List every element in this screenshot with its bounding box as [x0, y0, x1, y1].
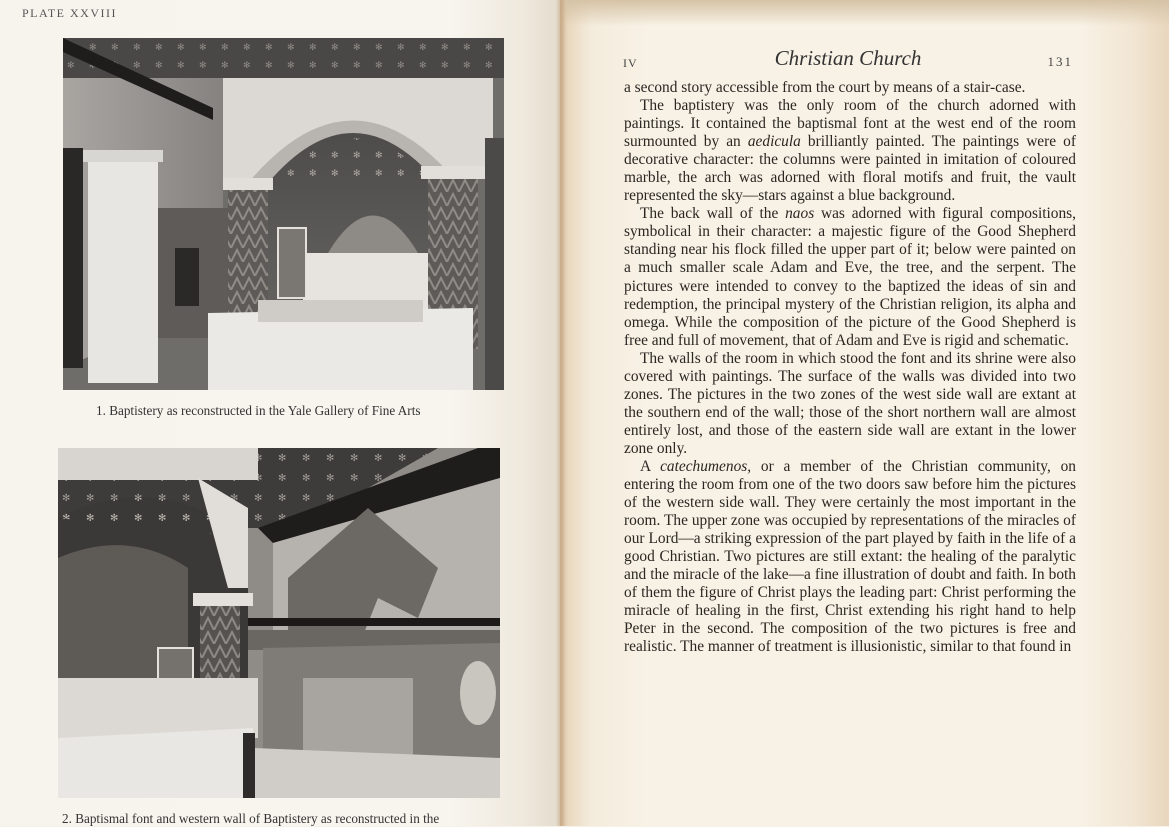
text-run: a second story accessible from the court by means of a stair-case.	[624, 79, 1026, 96]
text-run: , or a member of the Christian community, on entering the room from one of the two doors saw before him the pictures of the western side wall. They were certainly the most important in the room. The upper zone was occupied by representations of the miracles of our Lord—a striking expression of the part played by faith in the life of a good Christian. Two pictures are still extant: the healing of the paralytic and the miracle of the lake—a fine illustration of doubt and faith. In both of them the figure of Christ plays the leading part: Christ performing the miracle of healing in the first, Christ extending his right hand to help Peter in the second. The composition of the two pictures is free and realistic. The manner of treatment is illusionistic, similar to that found in	[624, 457, 1076, 656]
chapter-number: IV	[623, 56, 638, 70]
figure-2-caption	[62, 811, 439, 827]
running-title: Christian Church	[774, 46, 922, 70]
book-gutter	[556, 0, 566, 826]
paragraph	[624, 350, 1076, 458]
text-run: brilliantly painted. The paintings were of decorative character: the columns were painted in imitation of coloured marble, the arch was adorned with floral motifs and fruit, the vault represented the sky—stars against a blue background.	[624, 133, 1076, 205]
paragraph	[624, 97, 1076, 205]
body-text	[624, 79, 1076, 657]
italic-term: aedicula	[747, 133, 801, 151]
running-head	[623, 46, 1073, 70]
figure-1-caption	[96, 403, 421, 419]
text-run: The back wall of the	[640, 205, 786, 223]
text-run: The baptistery was the only room of the church adorned with paintings. It contained the baptismal font at the west end of the room surmounted by an	[624, 97, 1076, 151]
paragraph	[624, 458, 1076, 657]
font-wall-photo-image	[58, 448, 500, 798]
text-run: A	[640, 457, 661, 475]
left-page	[0, 0, 560, 826]
figure-1-photo	[63, 38, 504, 390]
figure-1-caption-text: Baptistery as reconstructed in the Yale Gallery of Fine Arts	[109, 403, 421, 418]
italic-term: catechumenos	[660, 457, 748, 475]
figure-2-photo	[58, 448, 500, 798]
figure-1-number: 1.	[96, 403, 106, 418]
plate-label: PLATE XXVIII	[22, 6, 117, 20]
paragraph	[624, 79, 1076, 97]
figure-2-caption-text: Baptismal font and western wall of Baptistery as reconstructed in the	[75, 811, 440, 826]
baptistery-photo-image	[63, 38, 504, 390]
text-run: The walls of the room in which stood the font and its shrine were also covered with paintings. The surface of the walls was divided into two zones. The pictures in the two zones of the west side wall are extant at the southern end of the wall; those of the short northern wall are almost entirely lost, and those of the eastern side wall are extant in the lower zone only.	[624, 349, 1076, 457]
paragraph	[624, 205, 1076, 349]
text-run: was adorned with figural compositions, symbolical in their character: a majestic figure of the Good Shepherd standing near his flock filled the upper part of it; below were painted on a much smaller scale Adam and Eve, the tree, and the serpent. The pictures were intended to convey to the baptized the ideas of sin and redemption, the principal mystery of the Christian religion, its alpha and omega. While the composition of the picture of the Good Shepherd is free and full of movement, that of Adam and Eve is rigid and schematic.	[624, 205, 1077, 349]
figure-2-number: 2.	[62, 811, 72, 826]
italic-term: naos	[785, 205, 815, 223]
page-number: 131	[1047, 54, 1073, 69]
